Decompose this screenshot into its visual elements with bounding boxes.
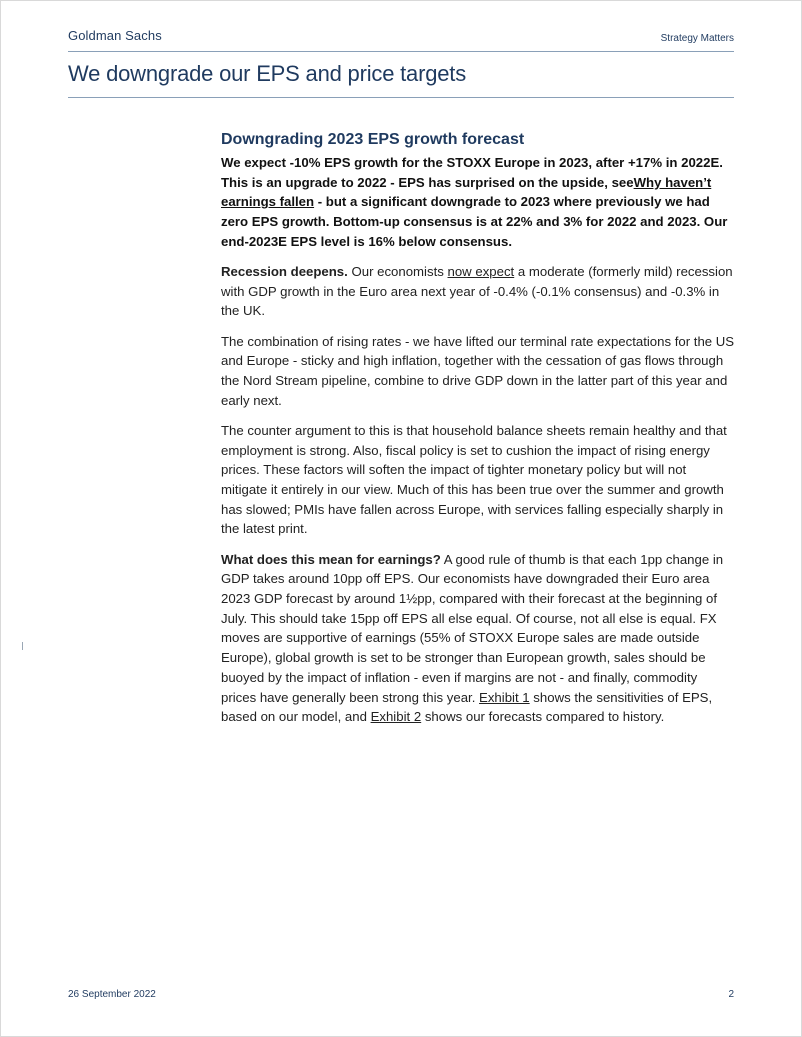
why-havent-earnings-fallen-link[interactable]: Why haven’t earnings fallen xyxy=(221,174,712,210)
recession-label: Recession deepens. xyxy=(221,264,348,280)
earnings-text-1: A good rule of thumb is that each 1pp change in GDP takes around 10pp off EPS. Our economists have downgraded their Euro area 2023 GDP forecast by around 1½pp, compared with their forecast at the beginning of July. This should take 15pp off EPS all else equal. Of course, not all else is equal. FX moves are supportive of earnings (55% of STOXX Europe sales are made outside Europe), global growth is set to be stronger than European growth, sales should be buoyed by the impact of inflation - even if margins are not - and finally, commodity prices have generally been strong this year. xyxy=(221,551,724,705)
earnings-label: What does this mean for earnings? xyxy=(221,551,441,567)
lead-text-2: - but a significant downgrade to 2023 where previously we had zero EPS growth. Bottom-up consensus is at 22% and 3% for 2022 and 2023. Our end-2023E EPS level is 16% below consensus. xyxy=(221,194,728,249)
recession-text-1: Our economists xyxy=(347,264,448,280)
brand-name: Goldman Sachs xyxy=(68,28,162,43)
recession-paragraph xyxy=(221,262,735,321)
main-content xyxy=(221,130,735,737)
earnings-paragraph xyxy=(221,550,735,727)
counter-argument-paragraph: The counter argument to this is that household balance sheets remain healthy and that employment is strong. Also, fiscal policy is set to cushion the impact of rising energy prices. These factors will soften the impact of tighter monetary policy but will not mitigate it entirely in our view. Much of this has been true over the summer and growth has slowed; PMIs have fallen across Europe, with services falling especially sharply in the latest print. xyxy=(221,422,727,537)
lead-text-1: We expect -10% EPS growth for the STOXX Europe in 2023, after +17% in 2022E. This is an upgrade to 2022 - EPS has surprised on the upside, see xyxy=(221,155,723,190)
title-divider xyxy=(68,97,734,98)
now-expect-link[interactable]: now expect xyxy=(447,264,515,280)
report-series-name: Strategy Matters xyxy=(660,33,734,44)
publication-date: 26 September 2022 xyxy=(68,989,156,1000)
page-title: We downgrade our EPS and price targets xyxy=(68,61,467,86)
page-number: 2 xyxy=(728,989,734,1000)
recession-text-2: a moderate (formerly mild) recession with GDP growth in the Euro area next year of -0.4% (-0.1% consensus) and -0.3% in the UK. xyxy=(221,264,733,319)
lead-paragraph xyxy=(221,153,735,252)
earnings-text-2: shows the sensitivities of EPS, based on our model, and xyxy=(221,689,713,725)
exhibit-2-link[interactable]: Exhibit 2 xyxy=(370,709,422,725)
header-divider xyxy=(68,51,734,52)
earnings-text-3: shows our forecasts compared to history. xyxy=(421,709,665,725)
section-heading: Downgrading 2023 EPS growth forecast xyxy=(221,131,525,148)
margin-mark xyxy=(22,642,23,650)
exhibit-1-link[interactable]: Exhibit 1 xyxy=(479,689,530,705)
combination-paragraph: The combination of rising rates - we have lifted our terminal rate expectations for the US and Europe - sticky and high inflation, together with the cessation of gas flows through the Nord Stream pipeline, combine to drive GDP down in the latter part of this year and early next. xyxy=(221,333,735,408)
